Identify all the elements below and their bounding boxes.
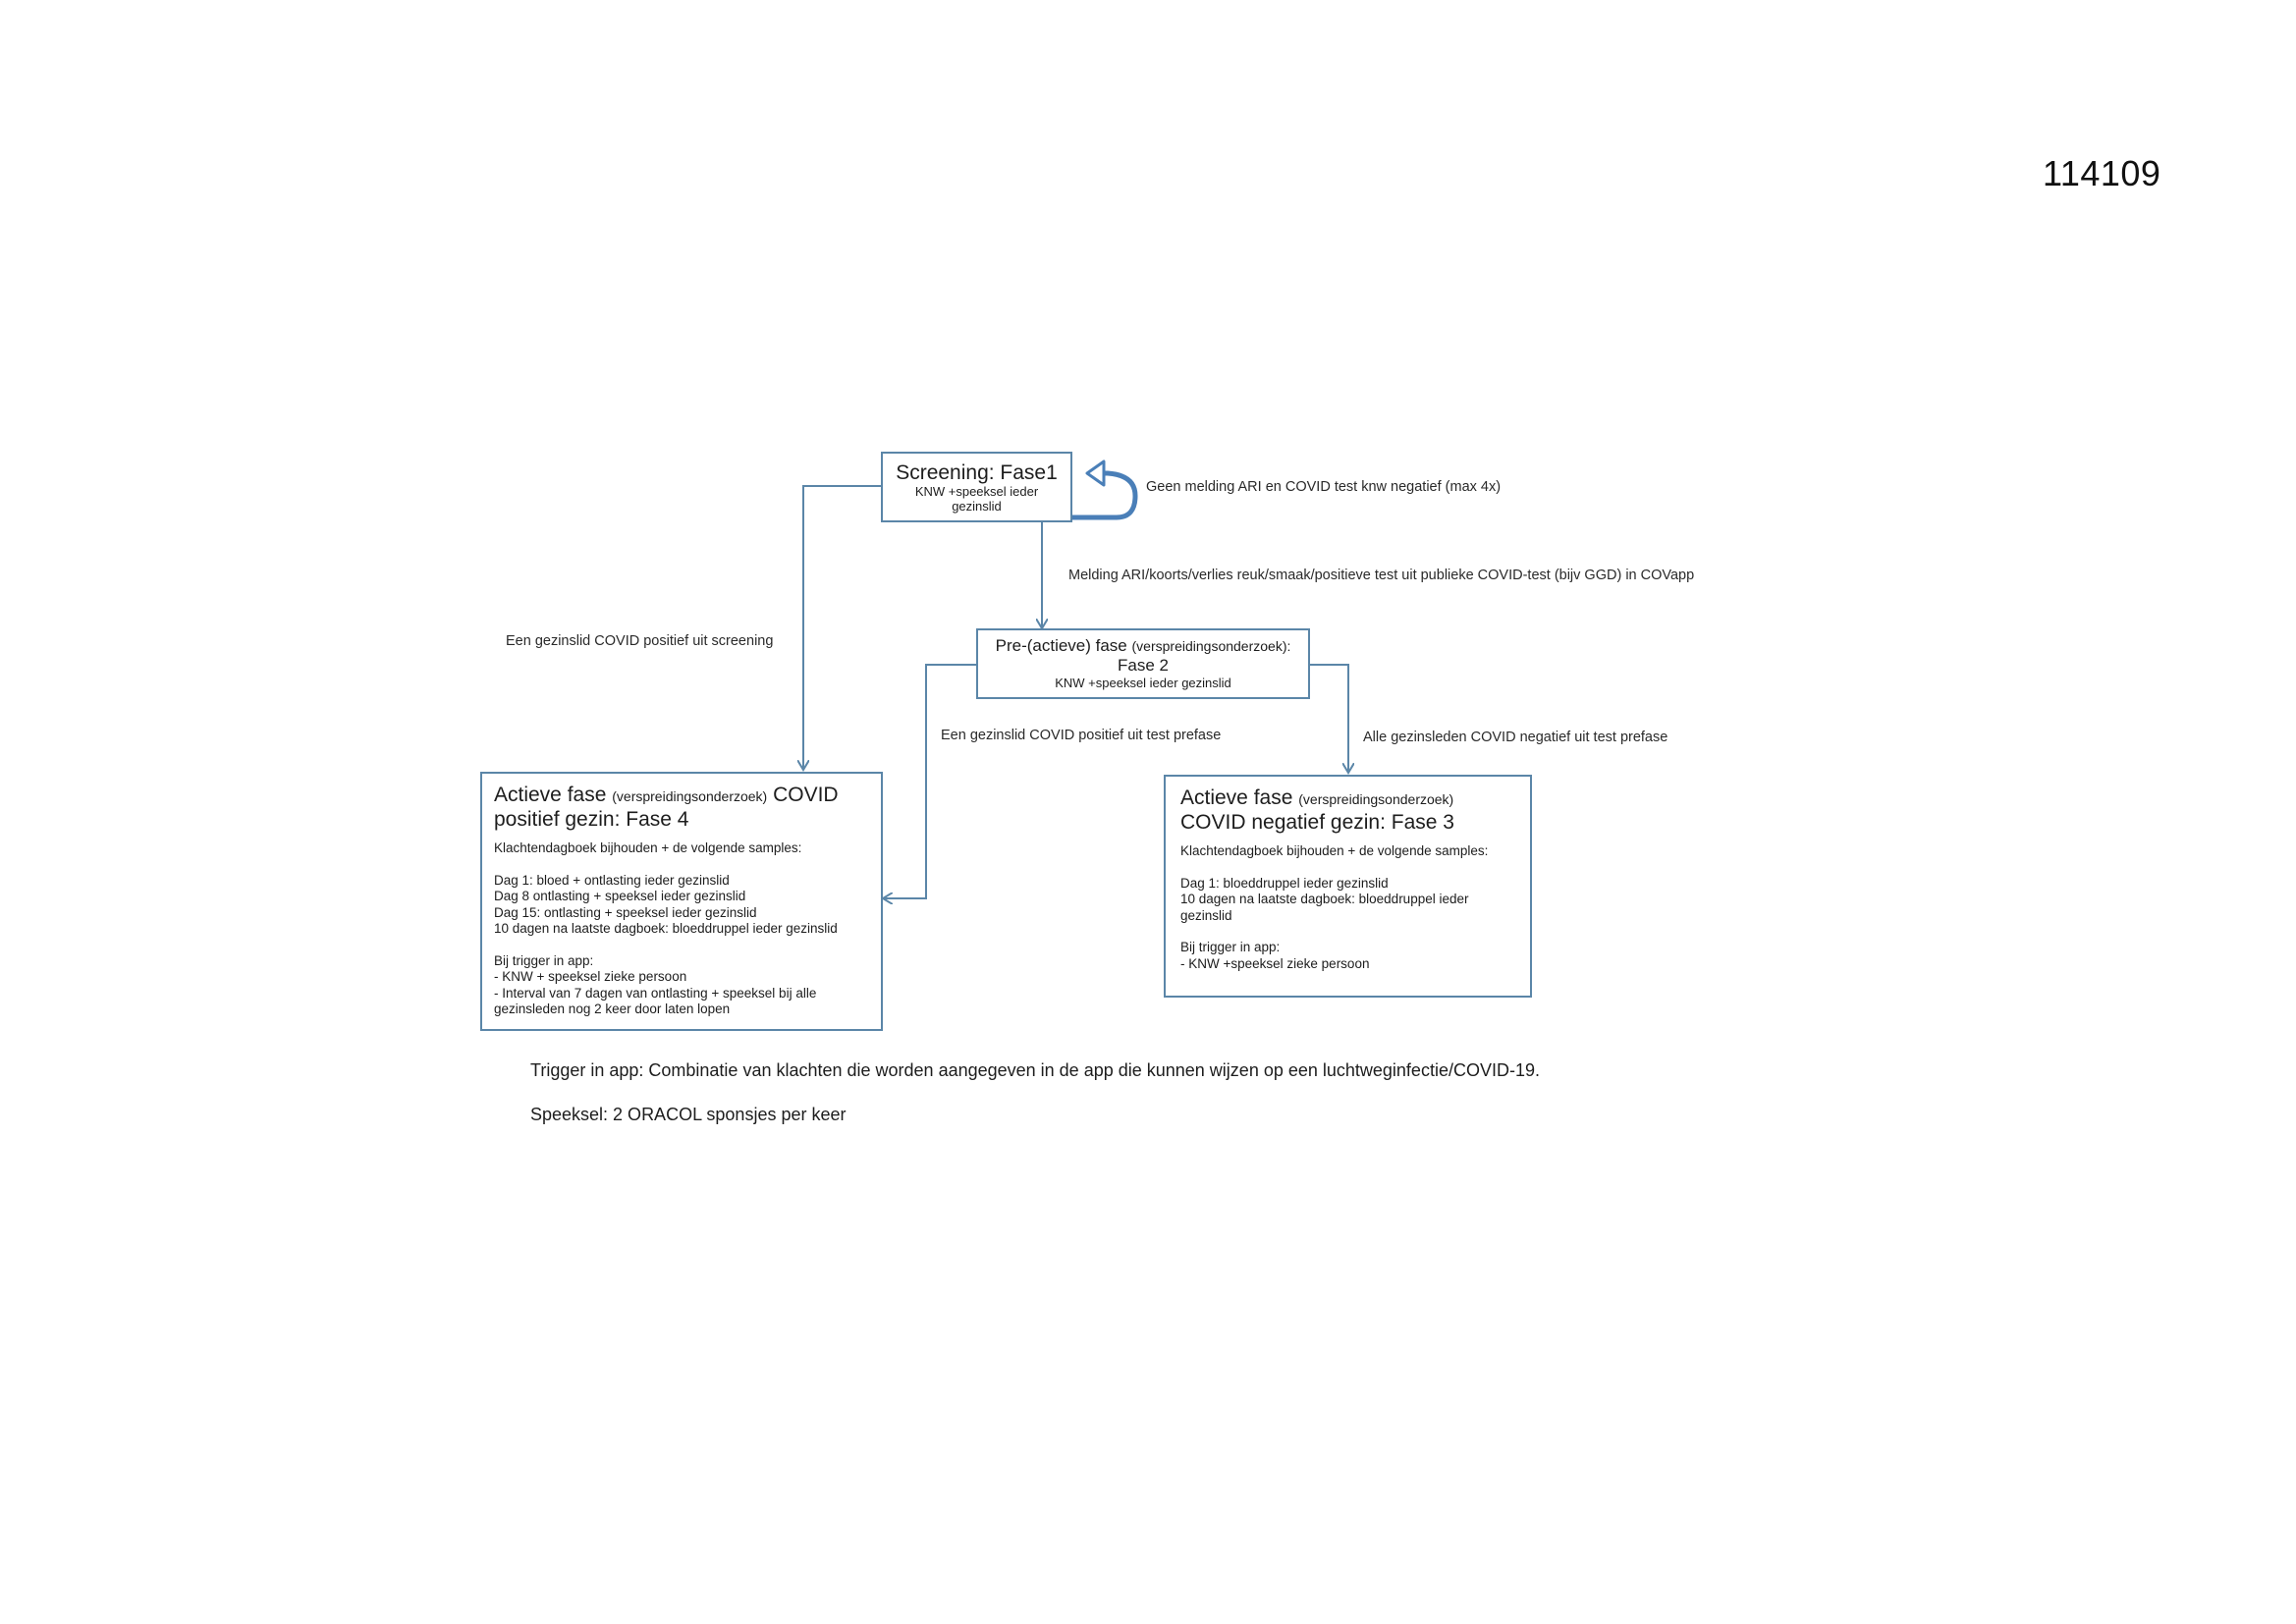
page-number: 114109 — [2043, 153, 2161, 193]
phase4-line: Dag 8 ontlasting + speeksel ieder gezinslid — [494, 889, 746, 903]
phase3-title-small: (verspreidingsonderzoek) — [1298, 791, 1454, 807]
box-pre-active — [976, 628, 1310, 699]
note-speeksel: Speeksel: 2 ORACOL sponsjes per keer — [530, 1105, 847, 1124]
phase3-intro: Klachtendagboek bijhouden + de volgende samples: — [1180, 843, 1489, 858]
phase4-trigger-title: Bij trigger in app: — [494, 952, 594, 968]
phase3-title-main: Actieve fase — [1180, 786, 1293, 809]
edge-phase2-to-phase3 — [1310, 665, 1348, 773]
pre-active-title-small: (verspreidingsonderzoek): — [1131, 638, 1291, 654]
box-screening — [881, 452, 1072, 522]
edge-label-phase2-to-phase4: Een gezinslid COVID positief uit test prefase — [941, 728, 1222, 743]
loop-arrowhead — [1087, 461, 1104, 485]
phase3-line: Dag 1: bloeddruppel ieder gezinslid — [1180, 875, 1389, 891]
phase4-title-line2: positief gezin: Fase 4 — [494, 808, 689, 831]
phase4-line: Dag 15: ontlasting + speeksel ieder gezinslid — [494, 904, 757, 920]
screening-title: Screening: Fase1 — [896, 461, 1058, 484]
phase3-title — [1180, 786, 1515, 811]
edge-label-screening-to-phase4: Een gezinslid COVID positief uit screening — [506, 633, 774, 649]
pre-active-sub: KNW +speeksel ieder gezinslid — [1055, 676, 1231, 690]
phase4-trigger-line: gezinsleden nog 2 keer door laten lopen — [494, 1001, 731, 1016]
screening-sub-line1: KNW +speeksel ieder — [914, 484, 1039, 499]
edge-label-phase2-to-phase3: Alle gezinsleden COVID negatief uit test prefase — [1363, 730, 1668, 745]
edge-label-to-phase2: Melding ARI/koorts/verlies reuk/smaak/positieve test uit publieke COVID-test (bijv GGD) in COVapp — [1068, 568, 1695, 583]
edge-screening-to-phase4 — [803, 486, 881, 770]
phase3-trigger-line: - KNW +speeksel zieke persoon — [1180, 955, 1370, 971]
note-trigger: Trigger in app: Combinatie van klachten die worden aangegeven in de app die kunnen wijzen op een luchtweginfectie/COVID-19. — [530, 1060, 1540, 1080]
phase4-title-small: (verspreidingsonderzoek) — [612, 788, 768, 804]
phase3-title-line2: COVID negatief gezin: Fase 3 — [1180, 811, 1454, 834]
phase4-trigger-line: - KNW + speeksel zieke persoon — [494, 969, 687, 984]
pre-active-title-main: Pre-(actieve) fase — [995, 636, 1127, 655]
phase4-title-tail: COVID — [773, 784, 839, 806]
phase4-intro: Klachtendagboek bijhouden + de volgende samples: — [494, 840, 802, 855]
phase4-line: Dag 1: bloed + ontlasting ieder gezinslid — [494, 872, 730, 888]
phase4-trigger-line: - Interval van 7 dagen van ontlasting + speeksel bij alle — [494, 985, 817, 1001]
box-phase3 — [1164, 775, 1532, 998]
phase4-title — [494, 784, 869, 808]
edge-phase2-to-phase4 — [883, 665, 976, 898]
box-phase4 — [480, 772, 883, 1031]
phase4-line: 10 dagen na laatste dagboek: bloeddruppel ieder gezinslid — [494, 921, 838, 936]
phase3-line: gezinslid — [1180, 907, 1232, 923]
phase4-title-main: Actieve fase — [494, 784, 607, 806]
edge-label-loop: Geen melding ARI en COVID test knw negatief (max 4x) — [1146, 479, 1502, 495]
phase3-trigger-title: Bij trigger in app: — [1180, 940, 1281, 954]
screening-sub-line2: gezinslid — [952, 499, 1002, 514]
pre-active-title-line2: Fase 2 — [1118, 656, 1169, 675]
phase3-line: 10 dagen na laatste dagboek: bloeddruppel ieder — [1180, 892, 1469, 906]
pre-active-title — [978, 636, 1308, 656]
